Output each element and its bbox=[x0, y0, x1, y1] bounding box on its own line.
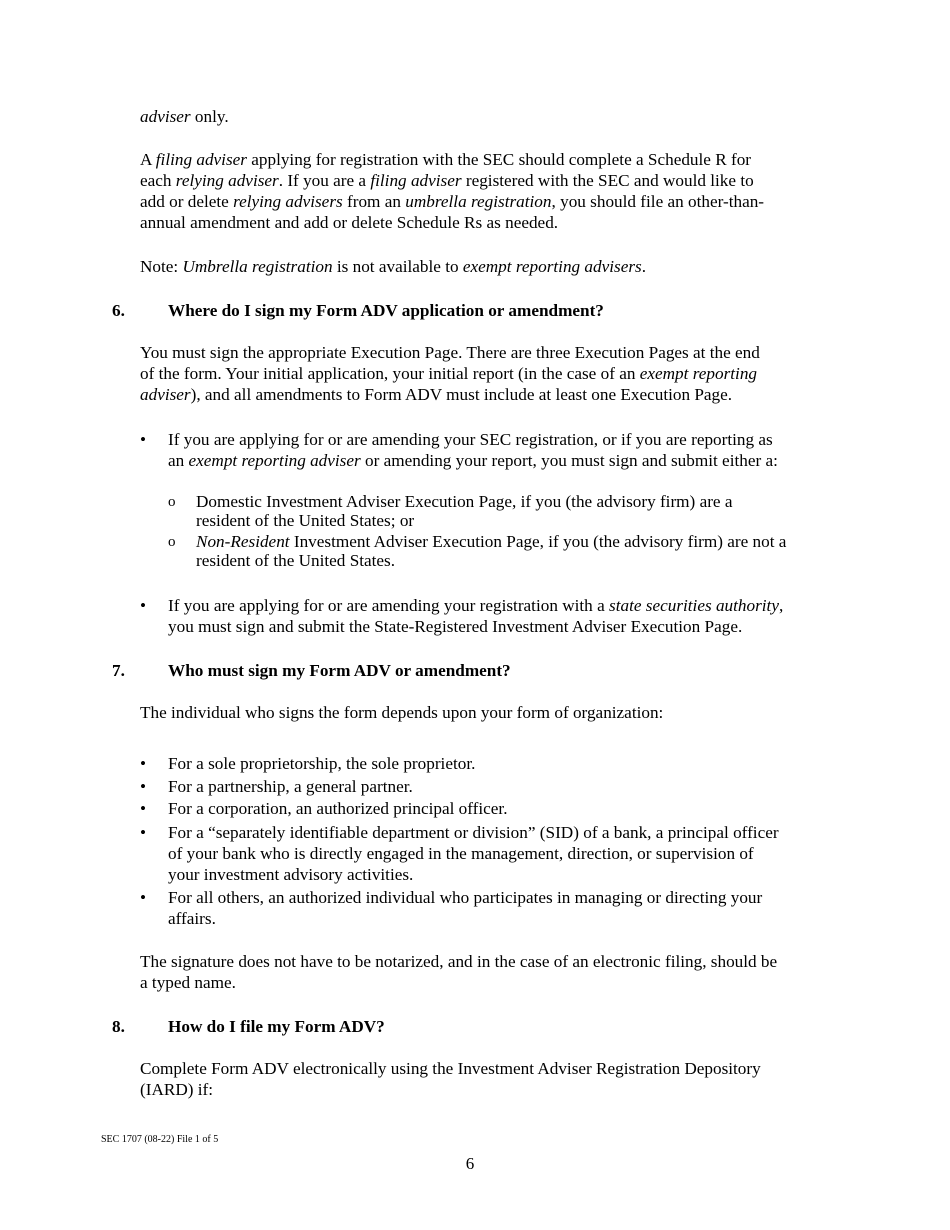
intro-note: Note: Umbrella registration is not available to exempt reporting advisers. bbox=[140, 257, 647, 276]
bullet-icon: • bbox=[140, 799, 147, 818]
section-number: 7. bbox=[112, 661, 125, 680]
section-heading-q6 bbox=[112, 300, 604, 321]
sub-bullet-icon: o bbox=[168, 534, 176, 550]
section-title: How do I file my Form ADV? bbox=[168, 1017, 385, 1036]
intro-paragraph-schedule-r bbox=[140, 149, 840, 233]
section-heading-q8 bbox=[112, 1016, 385, 1037]
q7-intro: The individual who signs the form depends upon your form of organization: bbox=[140, 703, 664, 722]
q6-paragraph: You must sign the appropriate Execution Page. There are three Execution Pages at the end of the form. Your initial application, your initial report (in the case of an exempt reporting adviser), and all amendments to Form ADV must include at least one Execution Page. bbox=[140, 343, 760, 404]
page-number: 6 bbox=[465, 1154, 475, 1173]
bullet-icon: • bbox=[140, 754, 147, 773]
text-line: A filing adviser applying for registration with the SEC should complete a Schedule R for bbox=[140, 150, 752, 169]
section-heading-q7 bbox=[112, 660, 511, 681]
section-number: 6. bbox=[112, 301, 125, 320]
bullet-icon: • bbox=[140, 430, 147, 449]
bullet-icon: • bbox=[140, 596, 147, 615]
bullet-icon: • bbox=[140, 823, 147, 842]
text-line: each relying adviser. If you are a filing adviser registered with the SEC and would like to bbox=[140, 171, 754, 190]
intro-continuation: adviser only. bbox=[140, 107, 229, 126]
text-line: annual amendment and add or delete Schedule Rs as needed. bbox=[140, 213, 559, 232]
text-line: add or delete relying advisers from an umbrella registration, you should file an other-than- bbox=[140, 192, 765, 211]
bullet-icon: • bbox=[140, 777, 147, 796]
q8-paragraph: Complete Form ADV electronically using the Investment Adviser Registration Depository (IARD) if: bbox=[140, 1059, 761, 1099]
section-title: Who must sign my Form ADV or amendment? bbox=[168, 661, 511, 680]
form-identifier: SEC 1707 (08-22) File 1 of 5 bbox=[101, 1134, 219, 1145]
q7-closing: The signature does not have to be notarized, and in the case of an electronic filing, should be a typed name. bbox=[140, 952, 778, 992]
section-number: 8. bbox=[112, 1017, 125, 1036]
sub-bullet-icon: o bbox=[168, 494, 176, 510]
section-title: Where do I sign my Form ADV application or amendment? bbox=[168, 301, 604, 320]
bullet-icon: • bbox=[140, 888, 147, 907]
